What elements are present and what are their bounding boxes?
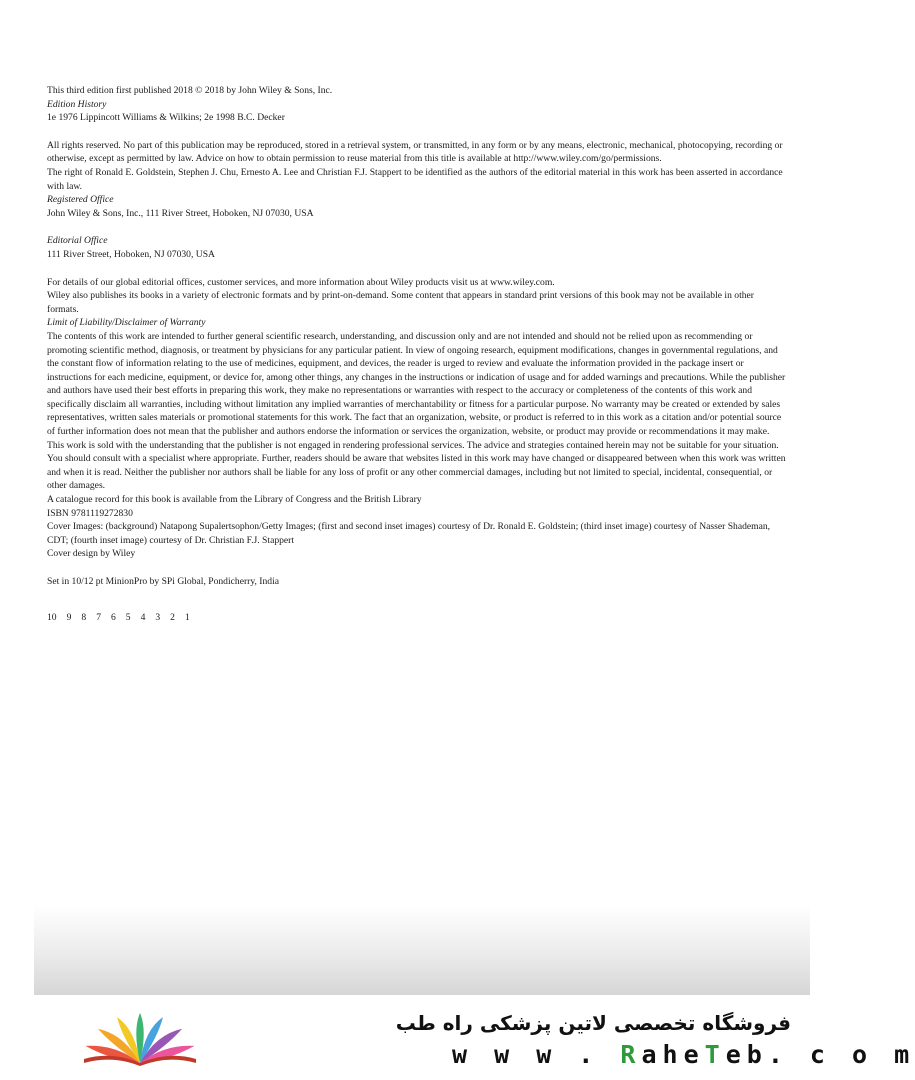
- print-number: 5: [125, 611, 131, 623]
- isbn-line: ISBN 9781119272830: [47, 507, 133, 519]
- rights-reserved-paragraph: All rights reserved. No part of this publication may be reproduced, stored in a retrieval system, or transmitted, in any form or by any means, electronic, mechanical, photocopying, recording or otherwise, except as permitted by law. Advice on how to obtain permission to reuse material from this title is available at http://www.wiley.com/go/permissions.: [47, 139, 783, 165]
- liability-paragraph: The contents of this work are intended to further general scientific research, understanding, and discussion only and are not intended and should not be relied upon as recommending or promoting scientific method, diagnosis, or treatment by physicians for any particular patient. In view of ongoing research, equipment modifications, changes in governmental regulations, and the constant flow of information relating to the use of medicines, equipment, and devices, the reader is urged to review and evaluate the information provided in the package insert or instructions for each medicine, equipment, or device for, among other things, any changes in the instructions or indication of usage and for added warnings and precautions. While the publisher and authors have used their best efforts in preparing this work, they make no representations or warranties with respect to the accuracy or completeness of the contents of this work and specifically disclaim all warranties, including without limitation any implied warranties of merchantability or fitness for a particular purpose. No warranty may be created or extended by sales representatives, written sales materials or promotional statements for this work. The fact that an organization, website, or product is referred to in this work as a citation and/or potential source of further information does not mean that the publisher and authors endorse the information or services the organization, website, or product may provide or recommendations it may make. This work is sold with the understanding that the publisher is not engaged in rendering professional services. The advice and strategies contained herein may not be suitable for your situation. You should consult with a specialist where appropriate. Further, readers should be aware that websites listed in this work may have changed or disappeared between when this work was written and when it is read. Neither the publisher nor authors shall be liable for any loss of profit or any other commercial damages, including but not limited to special, incidental, consequential, or other damages.: [47, 330, 786, 492]
- edition-history-heading: Edition History: [47, 98, 107, 110]
- editorial-office-address: 111 River Street, Hoboken, NJ 07030, USA: [47, 248, 215, 260]
- typeset-line: Set in 10/12 pt MinionPro by SPi Global, Pondicherry, India: [47, 576, 280, 587]
- print-line: [47, 611, 787, 625]
- print-number: 10: [47, 611, 57, 623]
- copyright-page: [47, 84, 787, 624]
- registered-office-address: John Wiley & Sons, Inc., 111 River Street, Hoboken, NJ 07030, USA: [47, 207, 314, 219]
- cover-images-credit: Cover Images: (background) Natapong Supalertsophon/Getty Images; (first and second inset images) courtesy of Dr. Ronald E. Goldstein; (third inset image) courtesy of Nasser Shademan, CDT; (fourth inset image) courtesy of Dr. Christian F.J. Stappert: [47, 521, 771, 546]
- print-number: 8: [81, 611, 87, 623]
- page-bottom-shadow: [34, 905, 810, 995]
- watermark-footer: [0, 995, 915, 1080]
- authors-right-paragraph: The right of Ronald E. Goldstein, Stephen J. Chu, Ernesto A. Lee and Christian F.J. Stappert to be identified as the authors of the editorial material in this work has been asserted in accordance with law.: [47, 166, 783, 192]
- registered-office-block: [47, 193, 787, 220]
- url-prefix: w w w .: [452, 1040, 621, 1069]
- global-offices-paragraph: For details of our global editorial offices, customer services, and more information about Wiley products visit us at www.wiley.com.: [47, 276, 555, 288]
- edition-history-block: [47, 98, 787, 125]
- print-number: 1: [184, 611, 190, 623]
- registered-office-heading: Registered Office: [47, 194, 114, 206]
- formats-paragraph: Wiley also publishes its books in a variety of electronic formats and by print-on-demand. Some content that appears in standard print versions of this book may not be available in other formats.: [47, 290, 754, 315]
- edition-history-text: 1e 1976 Lippincott Williams & Wilkins; 2e 1998 B.C. Decker: [47, 112, 285, 124]
- print-number: 4: [140, 611, 146, 623]
- editorial-office-heading: Editorial Office: [47, 235, 108, 247]
- open-book-logo-icon: [76, 1007, 204, 1067]
- catalogue-record-line: A catalogue record for this book is available from the Library of Congress and the British Library: [47, 494, 422, 506]
- url-brand-letter: T: [704, 1040, 726, 1069]
- print-number: 9: [66, 611, 72, 623]
- store-name-persian: فروشگاه تخصصی لاتین پزشکی راه طب: [395, 1011, 791, 1035]
- cover-credits-block: [47, 520, 787, 561]
- website-url: [452, 1040, 915, 1069]
- url-suffix: . c o m: [767, 1040, 915, 1069]
- first-published-line: This third edition first published 2018 © 2018 by John Wiley & Sons, Inc.: [47, 85, 333, 96]
- print-number: 6: [110, 611, 116, 623]
- print-number: 3: [155, 611, 161, 623]
- print-number: 2: [170, 611, 175, 623]
- url-text: ahe: [641, 1040, 705, 1069]
- editorial-office-block: [47, 234, 787, 261]
- liability-heading: Limit of Liability/Disclaimer of Warranty: [47, 317, 206, 329]
- url-brand-letter: R: [620, 1040, 642, 1069]
- print-number: 7: [96, 611, 101, 623]
- url-text: eb: [725, 1040, 768, 1069]
- cover-design-credit: Cover design by Wiley: [47, 548, 136, 560]
